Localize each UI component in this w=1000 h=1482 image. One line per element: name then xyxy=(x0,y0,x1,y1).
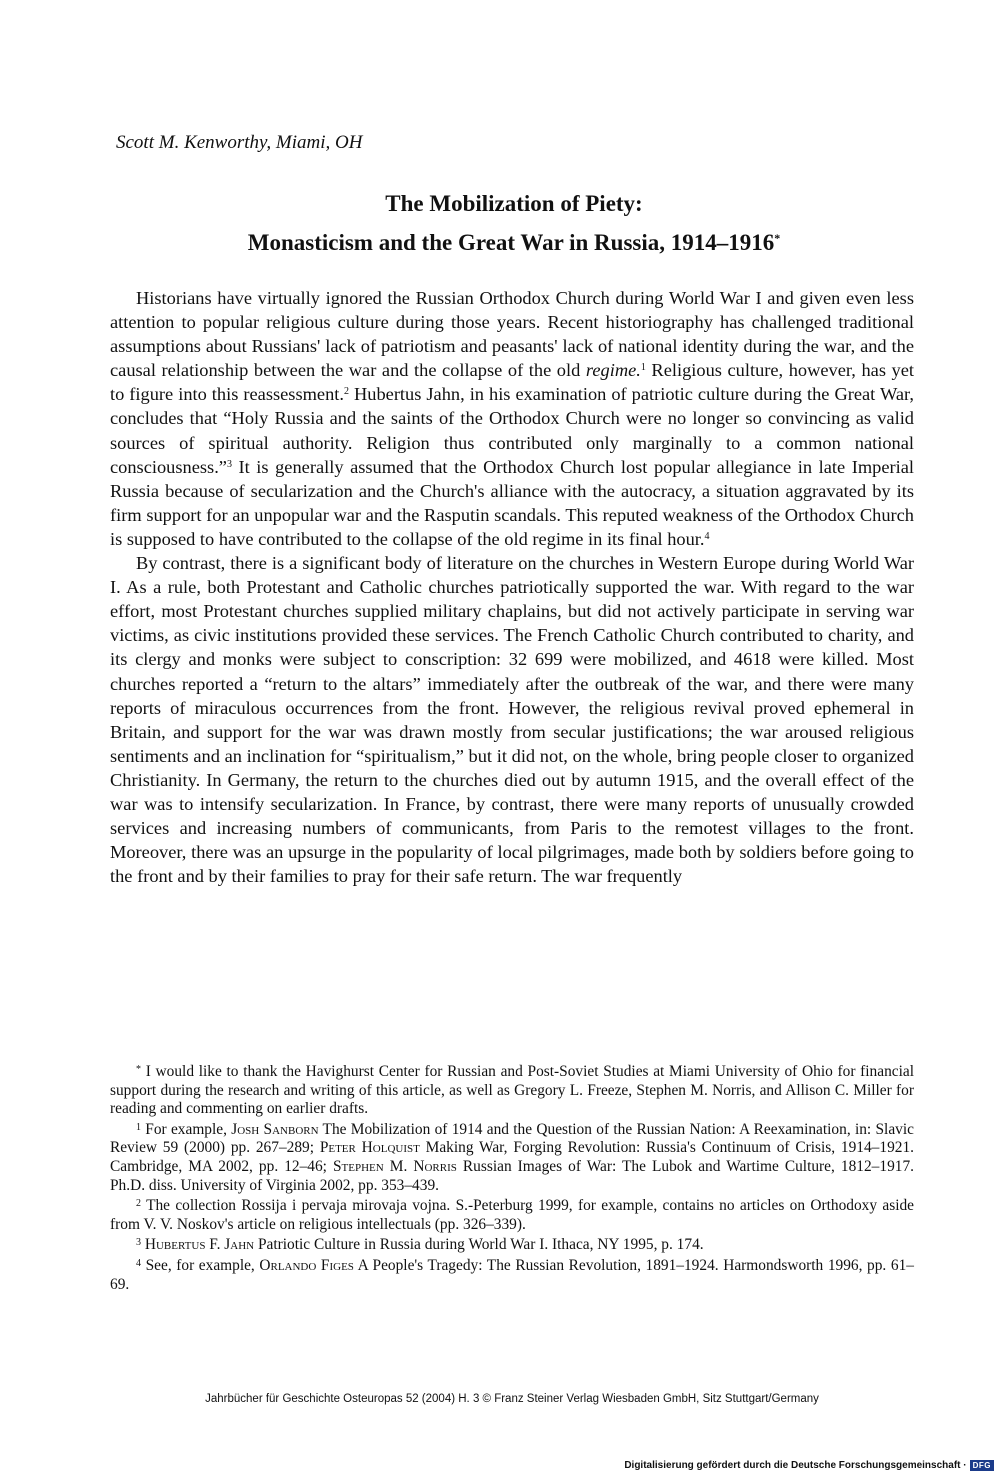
author-name: Orlando Figes xyxy=(259,1256,354,1274)
title-footnote-marker: * xyxy=(774,231,781,245)
author-name: Josh Sanborn xyxy=(231,1120,319,1138)
text-run: It is generally assumed that the Orthodox Church lost popular allegiance in late Imperial Russia because of secularization and the Church's alliance with the autocracy, a situation aggravated by its firm support for an unpopular war and the Rasputin scandals. This reputed weakness of the Orthodox Church is supposed to have contributed to the collapse of the old regime in its final hour. xyxy=(110,456,914,549)
text-run: See, for example, xyxy=(145,1256,260,1274)
text-run: Russian Images of War: The Lubok and Wartime Culture, 1812–1917. Ph.D. diss. University of Virginia 2002, pp. 353–439. xyxy=(110,1157,914,1194)
author-line: Scott M. Kenworthy, Miami, OH xyxy=(116,132,363,153)
footnote-marker: 1 xyxy=(136,1121,141,1133)
footnote xyxy=(110,1197,914,1234)
text-run: I would like to thank the Havighurst Center for Russian and Post-Soviet Studies at Miami University of Ohio for financial support during the research and writing of this article, as well as Gregory L. Freeze, Stephen M. Norris, and Allison C. Miller for reading and commenting on earlier drafts. xyxy=(110,1063,914,1118)
text-run: The collection Rossija i pervaja mirovaja vojna. S.-Peterburg 1999, for example, contains no articles on Orthodoxy aside from V. V. Noskov's article on religious intellectuals (pp. 326–339). xyxy=(110,1197,914,1233)
text-run: Making War, Forging Revolution: Russia's Continuum of Crisis, 1914–1921. Cambridge, MA 2002, pp. 12–46; xyxy=(110,1139,915,1175)
footnote-marker: 3 xyxy=(136,1237,141,1249)
text-run: For example, xyxy=(145,1120,232,1138)
body-text xyxy=(110,286,914,888)
author-name: Stephen M. Norris xyxy=(333,1157,457,1175)
footnote-marker: * xyxy=(136,1064,141,1075)
text-run: Historians have virtually ignored the Russian Orthodox Church during World War I and given even less attention to popular religious culture during those years. Recent historiography has challenged traditional assumptions about Russians' lack of patriotism and peasants' lack of national identity during the war, and the causal relationship between the war and the collapse of the old xyxy=(110,288,914,381)
footnote-marker: 4 xyxy=(136,1257,141,1269)
author-name: Hubertus F. Jahn xyxy=(144,1236,255,1254)
dfg-logo: DFG xyxy=(970,1460,994,1471)
text-run: Religious culture, however, has yet to figure into this reassessment. xyxy=(110,360,915,405)
footnote xyxy=(110,1236,914,1255)
text-run: By contrast, there is a significant body of literature on the churches in Western Europe during World War I. As a rule, both Protestant and Catholic churches patriotically supported the war. With regard to the war effort, most Protestant churches supplied military chaplains, but did not actively participate in serving war victims, as civic institutions provided these services. The French Catholic Church contributed to charity, and its clergy and monks were subject to conscription: 32 699 were mobilized, and 4618 were killed. Most churches reported a “return to the altars” immediately after the outbreak of the war, and there were many reports of miraculous occurrences from the front. However, the religious revival proved ephemeral in Britain, and support for the war was drawn mostly from secular justifications; the war aroused religious sentiments and an inclination for “spiritualism,” but it did not, on the whole, bring people closer to organized Christianity. In Germany, the return to the churches died out by autumn 1915, and the overall effect of the war was to intensify secularization. In France, by contrast, there were many reports of unusually crowded services and increasing numbers of communicants, from Paris to the remotest villages to the front. Moreover, there was an upsurge in the popularity of local pilgrimages, made both by soldiers before going to the front and by their families to pray for their safe return. The war frequently xyxy=(110,553,914,887)
text-run: Patriotic Culture in Russia during World War I. Ithaca, NY 1995, p. 174. xyxy=(254,1236,704,1254)
article-title xyxy=(110,184,918,262)
footnote xyxy=(110,1063,914,1119)
paragraph xyxy=(110,286,914,551)
running-footer: Jahrbücher für Geschichte Osteuropas 52 (2004) H. 3 © Franz Steiner Verlag Wiesbaden GmbH, Sitz Stuttgart/Germany xyxy=(205,1393,819,1405)
digitization-text: Digitalisierung gefördert durch die Deutsche Forschungsgemeinschaft · xyxy=(624,1460,967,1471)
title-line-2 xyxy=(110,223,918,262)
footnote-ref: 1 xyxy=(640,362,646,374)
title-line-2-text: Monasticism and the Great War in Russia, 1914–1916 xyxy=(247,230,775,255)
footnote xyxy=(110,1121,914,1195)
footnote-marker: 2 xyxy=(136,1198,141,1210)
title-line-1: The Mobilization of Piety: xyxy=(385,191,643,216)
text-run: The Mobilization of 1914 and the Question of the Russian Nation: A Reexamination, in: Slavic Review 59 (2000) pp. 267–289; xyxy=(110,1120,914,1157)
paragraph xyxy=(110,551,914,888)
author-name: Peter Holquist xyxy=(319,1139,420,1157)
footnote-ref: 3 xyxy=(226,458,232,470)
footnotes xyxy=(110,1063,914,1296)
footnote xyxy=(110,1257,914,1294)
text-run: Hubertus Jahn, in his examination of patriotic culture during the Great War, concludes that “Holy Russia and the saints of the Orthodox Church were no longer so convincing as valid sources of spiritual authority. Religion thus contributed only marginally to a common national consciousness.” xyxy=(110,384,914,477)
italic-text: regime. xyxy=(585,360,641,381)
digitization-notice xyxy=(624,1460,994,1471)
footnote-ref: 4 xyxy=(704,530,710,542)
footnote-ref: 2 xyxy=(343,386,349,398)
text-run: A People's Tragedy: The Russian Revolution, 1891–1924. Harmondsworth 1996, pp. 61–69. xyxy=(110,1256,914,1293)
